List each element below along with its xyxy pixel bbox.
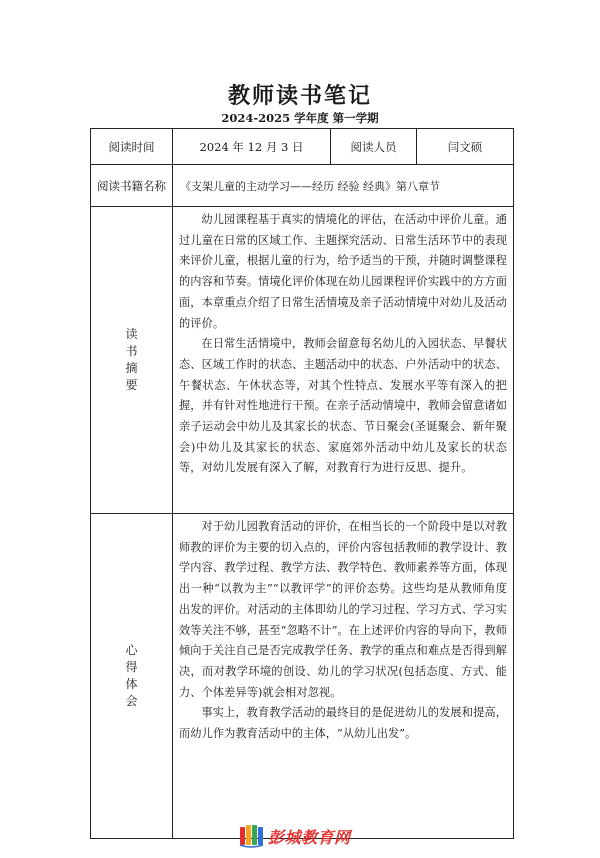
reflection-label-char: 心 <box>125 643 138 657</box>
reflection-row <box>91 514 514 839</box>
summary-label-char: 书 <box>125 344 138 358</box>
reading-notes-table <box>90 128 514 839</box>
reflection-label-char: 体 <box>125 677 138 691</box>
book-logo-icon <box>238 824 264 848</box>
summary-label-char: 要 <box>125 378 138 392</box>
summary-content <box>173 207 514 514</box>
summary-label-char: 读 <box>125 327 138 341</box>
reading-time-label: 阅读时间 <box>91 129 173 165</box>
document-title: 教师读书笔记 <box>227 83 372 109</box>
summary-paragraph: 在日常生活情境中，教师会留意每名幼儿的入园状态、早餐状态、区域工作时的状态、主题活动中的状态、户外活动中的状态、午餐状态、午休状态等，对其个性特点、发展水平等有深入的把握，并有针对性地进行干预。在亲子活动情境中，教师会留意诸如亲子运动会中幼儿及其家长的状态、节日聚会(圣诞聚会、新年聚会)中幼儿及其家长的状态、家庭郊外活动中幼儿及家长的状态等，对幼儿发展有深入了解，对教育行为进行反思、提升。 <box>179 337 507 475</box>
book-value: 《支架儿童的主动学习——经历 经验 经典》第八章节 <box>173 165 514 207</box>
summary-label <box>91 207 173 514</box>
reflection-paragraph: 事实上，教育教学活动的最终目的是促进幼儿的发展和提高，而幼儿作为教育活动中的主体，“从幼儿出发”。 <box>179 706 507 741</box>
reflection-label-char: 得 <box>125 660 138 674</box>
summary-paragraph: 幼儿园课程基于真实的情境化的评估，在活动中评价儿童。通过儿童在日常的区域工作、主题探究活动、日常生活环节中的表现来评价儿童，根据儿童的行为，给予适当的干预，并随时调整课程的内容和节奏。情境化评价体现在幼儿园课程评价实践中的方方面面，本章重点介绍了日常生活情境及亲子活动情境中对幼儿及活动的评价。 <box>179 213 507 330</box>
document-subtitle: 2024-2025 学年度 第一学期 <box>221 111 379 125</box>
reflection-content <box>173 514 514 839</box>
site-logo <box>238 822 368 850</box>
summary-row <box>91 207 514 514</box>
summary-label-char: 摘 <box>125 361 138 375</box>
logo-text: 彭城教育网 <box>268 828 351 847</box>
reflection-paragraph: 对于幼儿园教育活动的评价，在相当长的一个阶段中是以对教师教的评价为主要的切入点的，评价内容包括教师的教学设计、教学内容、教学过程、教学方法、教学特色、教师素养等方面，体现出一种“以教为主”“以教评学”的评价态势。这些均是从教师角度出发的评价。对活动的主体即幼儿的学习过程、学习方式、学习实效等关注不够，甚至“忽略不计”。在上述评价内容的导向下，教师倾向于关注自己是否完成教学任务、教学的重点和难点是否得到解决，而对教学环境的创设、幼儿的学习状况(包括态度、方式、能力、个体差异等)就会相对忽视。 <box>179 520 507 699</box>
reflection-label <box>91 514 173 839</box>
reading-time-value: 2024 年 12 月 3 日 <box>173 129 331 165</box>
book-label: 阅读书籍名称 <box>91 165 173 207</box>
book-row <box>91 165 514 207</box>
reader-value: 闫文硕 <box>417 129 514 165</box>
reader-label: 阅读人员 <box>331 129 417 165</box>
reflection-label-char: 会 <box>125 694 138 708</box>
reading-info-row <box>91 129 514 165</box>
